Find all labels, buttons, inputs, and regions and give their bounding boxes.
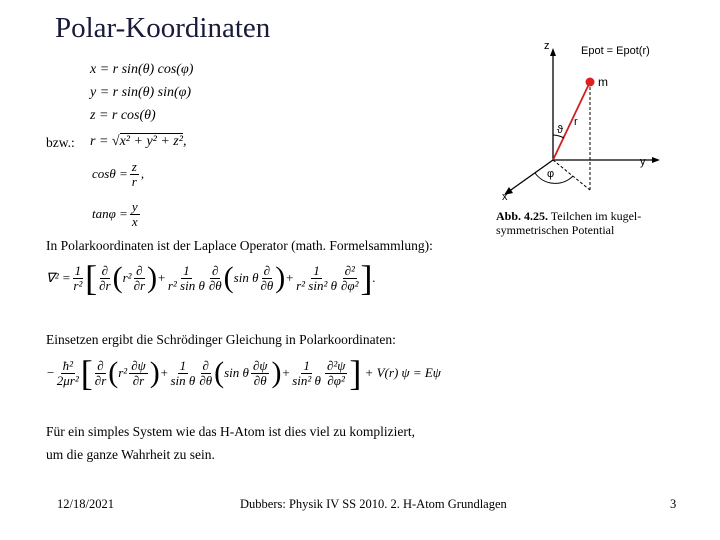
r-label: r bbox=[574, 116, 578, 128]
sin-theta: sin θ bbox=[233, 270, 259, 285]
theta-label: ϑ bbox=[557, 124, 564, 136]
cos-lhs: cosθ = bbox=[92, 166, 128, 182]
frac-den: ∂φ² bbox=[341, 277, 359, 293]
frac-num: ∂²ψ bbox=[326, 357, 346, 373]
conclusion-line-2: um die ganze Wahrheit zu sein. bbox=[46, 447, 215, 462]
frac-den: ∂θ bbox=[253, 372, 267, 388]
cos-num: z bbox=[131, 159, 137, 174]
r-lhs: r = √ bbox=[90, 134, 120, 149]
tan-num: y bbox=[131, 199, 138, 214]
period: . bbox=[372, 270, 376, 285]
cos-equation bbox=[92, 160, 144, 188]
y-equation: y = r sin(θ) sin(φ) bbox=[90, 85, 192, 100]
z-arrowhead bbox=[550, 48, 556, 56]
footer-title: Dubbers: Physik IV SS 2010. 2. H-Atom Grundlagen bbox=[240, 497, 507, 511]
conclusion-line-1: Für ein simples System wie das H-Atom ist dies viel zu kompliziert, bbox=[46, 424, 415, 439]
frac-den: r² bbox=[73, 277, 83, 293]
tan-equation bbox=[92, 200, 142, 228]
caption-number: Abb. 4.25. bbox=[496, 209, 549, 223]
frac-num: ∂ψ bbox=[131, 357, 146, 373]
frac-den: ∂r bbox=[132, 372, 145, 388]
frac-num: ∂² bbox=[344, 262, 355, 278]
frac-num: 1 bbox=[74, 262, 82, 278]
frac-den: ∂θ bbox=[208, 277, 222, 293]
frac-den: r² sin² θ bbox=[296, 277, 337, 293]
tan-den: x bbox=[131, 213, 138, 229]
equation-tail: + V(r) ψ = Eψ bbox=[364, 365, 441, 380]
frac-num: 1 bbox=[303, 357, 310, 373]
y-label: y bbox=[640, 156, 646, 168]
caption-line-1: Teilchen im kugel- bbox=[548, 209, 642, 223]
frac-den: ∂r bbox=[133, 277, 146, 293]
frac-den: sin θ bbox=[170, 372, 196, 388]
sin-theta: sin θ bbox=[224, 365, 249, 380]
frac-den: ∂θ bbox=[260, 277, 274, 293]
frac-num: ∂ bbox=[136, 262, 143, 278]
bzw-label: bzw.: bbox=[46, 135, 75, 150]
x-equation: x = r sin(θ) cos(φ) bbox=[90, 62, 194, 77]
page-number: 3 bbox=[670, 497, 677, 511]
frac-num: 1 bbox=[179, 357, 187, 373]
z-label: z bbox=[544, 40, 550, 52]
m-label: m bbox=[598, 75, 608, 89]
frac-den: 2μr² bbox=[56, 372, 79, 388]
z-equation: z = r cos(θ) bbox=[90, 108, 156, 123]
r-squared: r² bbox=[122, 270, 132, 285]
r-end: , bbox=[182, 134, 187, 149]
caption-line-2: symmetrischen Potential bbox=[496, 223, 615, 237]
y-arrowhead bbox=[652, 157, 660, 163]
frac-num: ∂ bbox=[212, 262, 219, 278]
epot-label: Epot = Epot(r) bbox=[581, 45, 650, 57]
laplace-text: In Polarkoordinaten ist der Laplace Operator (math. Formelsammlung): bbox=[46, 238, 433, 253]
cos-den: r bbox=[131, 173, 137, 189]
schroedinger-text: Einsetzen ergibt die Schrödinger Gleichung in Polarkoordinaten: bbox=[46, 332, 396, 347]
frac-den: ∂φ² bbox=[327, 372, 345, 388]
spherical-coordinates-diagram bbox=[490, 40, 680, 210]
r-squared: r² bbox=[118, 365, 128, 380]
frac-den: r² sin θ bbox=[167, 277, 205, 293]
x-label: x bbox=[502, 191, 508, 203]
r-radicand: x² + y² + z² bbox=[119, 134, 183, 149]
phi-label: φ bbox=[547, 168, 555, 180]
mass-point bbox=[586, 78, 595, 87]
frac-num: ∂ bbox=[202, 357, 209, 373]
schroedinger-equation: − $\frac{\text{ħ²}}{\text{2μr²}}$ [ $\frac{\partial}{\partial r}$ ( r² $\frac{\partial\psi}{\partial r}$ ) + $\frac{1}{\text{sin θ}}$ $\frac{\partial}{\partial\theta}$ ( sin θ $\frac{\partial\psi}{\partial\theta}$ ) + $\frac{1}{\text{sin² θ}}$ $\frac{\text{∂²ψ}}{\text{∂φ²}}$ ] + V(r) ψ = Eψ bbox=[46, 353, 441, 393]
frac-den: ∂r bbox=[99, 277, 111, 293]
projection-base bbox=[553, 160, 590, 190]
cos-end: , bbox=[140, 166, 145, 182]
slide-title: Polar-Koordinaten bbox=[55, 12, 271, 44]
frac-num: ħ² bbox=[62, 357, 73, 373]
footer-date: 12/18/2021 bbox=[57, 497, 114, 511]
frac-num: 1 bbox=[183, 262, 190, 278]
tan-lhs: tanφ = bbox=[92, 206, 128, 222]
frac-den: sin² θ bbox=[292, 372, 321, 388]
frac-num: ∂ bbox=[101, 262, 109, 278]
frac-num: ∂ bbox=[263, 262, 271, 278]
frac-den: ∂θ bbox=[199, 372, 213, 388]
frac-num: ∂ bbox=[97, 357, 104, 373]
figure-caption bbox=[496, 209, 641, 237]
frac-den: ∂r bbox=[94, 372, 107, 388]
laplace-lhs: ∇² = bbox=[46, 270, 71, 285]
r-vector bbox=[553, 84, 589, 160]
laplace-equation: ∇² = $\frac{1}{\text{r²}}$ [ $\frac{\partial}{\partial r}$ ( r² $\frac{\partial}{\partial r}$ ) + $\frac{1}{\text{r² sin θ}}$ $\frac{\partial}{\partial\theta}$ ( sin θ $\frac{\partial}{\partial\theta}$ ) + $\frac{1}{\text{r² sin² θ}}$ $\frac{\text{∂²}}{\text{∂φ²}}$ ] . bbox=[46, 258, 376, 298]
r-equation bbox=[90, 134, 186, 150]
frac-num: ∂ψ bbox=[252, 357, 268, 373]
frac-num: 1 bbox=[313, 262, 320, 278]
